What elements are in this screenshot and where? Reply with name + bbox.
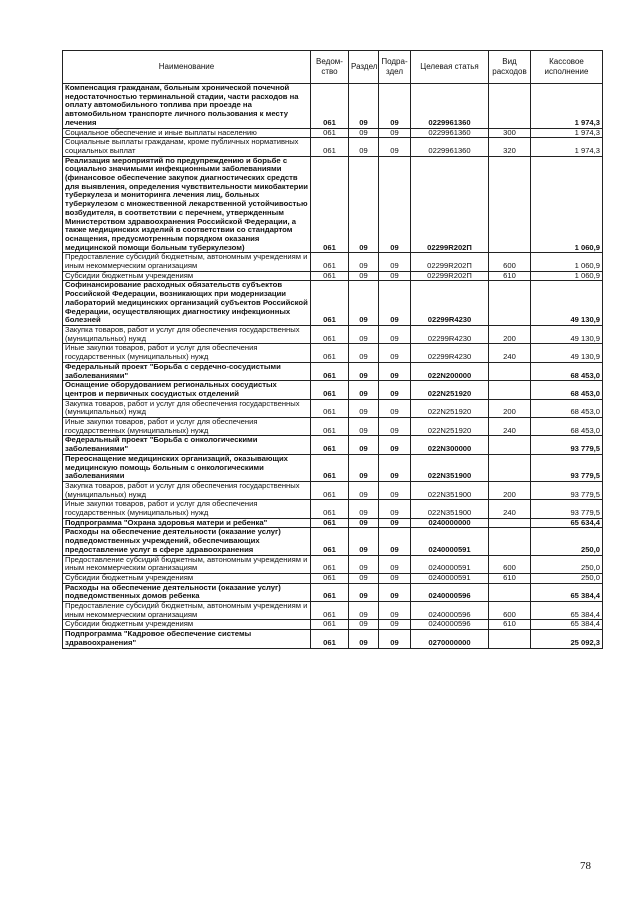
cell-ved: 061 — [311, 156, 349, 253]
cell-razdel: 09 — [349, 253, 379, 271]
cell-name: Субсидии бюджетным учреждениям — [63, 620, 311, 630]
cell-sum: 49 130,9 — [531, 325, 603, 343]
cell-celevaya: 022N251920 — [411, 399, 489, 417]
cell-sum: 65 634,4 — [531, 518, 603, 528]
cell-podrazdel: 09 — [379, 253, 411, 271]
cell-vid: 200 — [489, 325, 531, 343]
cell-razdel: 09 — [349, 528, 379, 555]
cell-name: Закупка товаров, работ и услуг для обеспечения государственных (муниципальных) нужд — [63, 481, 311, 499]
cell-sum: 1 060,9 — [531, 156, 603, 253]
header-celevaya: Целевая статья — [411, 51, 489, 84]
cell-name: Переоснащение медицинских организаций, оказывающих медицинскую помощь больным с онкологическими заболеваниями — [63, 454, 311, 481]
cell-name: Иные закупки товаров, работ и услуг для обеспечения государственных (муниципальных) нужд — [63, 418, 311, 436]
cell-name: Предоставление субсидий бюджетным, автономным учреждениям и иным некоммерческим организациям — [63, 253, 311, 271]
cell-vid — [489, 436, 531, 454]
cell-razdel: 09 — [349, 325, 379, 343]
cell-celevaya: 022N351900 — [411, 500, 489, 518]
cell-razdel: 09 — [349, 620, 379, 630]
cell-celevaya: 022N300000 — [411, 436, 489, 454]
cell-sum: 25 092,3 — [531, 630, 603, 648]
cell-podrazdel: 09 — [379, 325, 411, 343]
cell-name: Расходы на обеспечение деятельности (оказание услуг) подведомственных учреждений, обеспечивающих предоставление услуг в сфере здравоохранения — [63, 528, 311, 555]
cell-razdel: 09 — [349, 602, 379, 620]
cell-name: Социальное обеспечение и иные выплаты населению — [63, 128, 311, 138]
cell-vid: 600 — [489, 253, 531, 271]
header-vid: Вид расходов — [489, 51, 531, 84]
cell-name: Подпрограмма "Кадровое обеспечение системы здравоохранения" — [63, 630, 311, 648]
cell-podrazdel: 09 — [379, 84, 411, 129]
cell-sum: 65 384,4 — [531, 620, 603, 630]
cell-podrazdel: 09 — [379, 583, 411, 601]
cell-podrazdel: 09 — [379, 518, 411, 528]
cell-celevaya: 0240000591 — [411, 573, 489, 583]
cell-name: Закупка товаров, работ и услуг для обеспечения государственных (муниципальных) нужд — [63, 325, 311, 343]
cell-razdel: 09 — [349, 555, 379, 573]
cell-sum: 65 384,4 — [531, 583, 603, 601]
cell-sum: 49 130,9 — [531, 344, 603, 362]
table-row — [63, 573, 603, 583]
cell-podrazdel: 09 — [379, 528, 411, 555]
cell-name: Расходы на обеспечение деятельности (оказание услуг) подведомственных домов ребенка — [63, 583, 311, 601]
cell-podrazdel: 09 — [379, 281, 411, 326]
cell-vid: 610 — [489, 620, 531, 630]
cell-celevaya: 0240000596 — [411, 602, 489, 620]
table-row — [63, 381, 603, 399]
cell-celevaya: 0240000000 — [411, 518, 489, 528]
cell-name: Реализация мероприятий по предупреждению и борьбе с социально значимыми инфекционными заболеваниями (финансовое обеспечение закупок диагностических средств для выявления, определения чувствительности микобактерии туберкулеза и мониторинга лечения лиц, больных туберкулезом с множественной лекарственной устойчивостью возбудителя, в соответствии с перечнем, утвержденным Министерством здравоохранения Российской Федерации, а также медицинских изделий в соответствии со стандартом оснащения, предусмотренным порядком оказания медицинской помощи больным туберкулезом) — [63, 156, 311, 253]
cell-vid — [489, 528, 531, 555]
table-row — [63, 418, 603, 436]
cell-podrazdel: 09 — [379, 436, 411, 454]
cell-sum: 68 453,0 — [531, 418, 603, 436]
table-row — [63, 555, 603, 573]
cell-ved: 061 — [311, 271, 349, 281]
cell-vid — [489, 583, 531, 601]
cell-vid: 240 — [489, 344, 531, 362]
table-row — [63, 630, 603, 648]
cell-razdel: 09 — [349, 138, 379, 156]
page-number: 78 — [580, 860, 591, 872]
cell-name: Подпрограмма "Охрана здоровья матери и ребенка" — [63, 518, 311, 528]
cell-podrazdel: 09 — [379, 362, 411, 380]
cell-razdel: 09 — [349, 518, 379, 528]
table-row — [63, 84, 603, 129]
table-row — [63, 138, 603, 156]
cell-ved: 061 — [311, 362, 349, 380]
cell-sum: 49 130,9 — [531, 281, 603, 326]
cell-razdel: 09 — [349, 271, 379, 281]
table-row — [63, 253, 603, 271]
cell-razdel: 09 — [349, 418, 379, 436]
cell-podrazdel: 09 — [379, 573, 411, 583]
cell-podrazdel: 09 — [379, 500, 411, 518]
cell-celevaya: 0240000591 — [411, 528, 489, 555]
cell-sum: 93 779,5 — [531, 454, 603, 481]
cell-celevaya: 0229961360 — [411, 138, 489, 156]
cell-ved: 061 — [311, 399, 349, 417]
cell-ved: 061 — [311, 281, 349, 326]
cell-name: Предоставление субсидий бюджетным, автономным учреждениям и иным некоммерческим организациям — [63, 602, 311, 620]
table-body — [63, 84, 603, 649]
cell-sum: 250,0 — [531, 573, 603, 583]
cell-celevaya: 02299R4230 — [411, 325, 489, 343]
cell-name: Иные закупки товаров, работ и услуг для обеспечения государственных (муниципальных) нужд — [63, 344, 311, 362]
cell-podrazdel: 09 — [379, 344, 411, 362]
cell-sum: 1 974,3 — [531, 138, 603, 156]
cell-vid: 240 — [489, 500, 531, 518]
cell-sum: 93 779,5 — [531, 481, 603, 499]
cell-podrazdel: 09 — [379, 481, 411, 499]
cell-razdel: 09 — [349, 399, 379, 417]
cell-name: Закупка товаров, работ и услуг для обеспечения государственных (муниципальных) нужд — [63, 399, 311, 417]
cell-celevaya: 0229961360 — [411, 84, 489, 129]
cell-ved: 061 — [311, 344, 349, 362]
cell-name: Предоставление субсидий бюджетным, автономным учреждениям и иным некоммерческим организациям — [63, 555, 311, 573]
cell-celevaya: 022N200000 — [411, 362, 489, 380]
cell-ved: 061 — [311, 630, 349, 648]
cell-vid: 300 — [489, 128, 531, 138]
table-row — [63, 281, 603, 326]
cell-sum: 68 453,0 — [531, 362, 603, 380]
cell-ved: 061 — [311, 253, 349, 271]
cell-name: Субсидии бюджетным учреждениям — [63, 271, 311, 281]
cell-vid — [489, 454, 531, 481]
cell-ved: 061 — [311, 454, 349, 481]
cell-vid: 610 — [489, 271, 531, 281]
table-row — [63, 528, 603, 555]
cell-name: Субсидии бюджетным учреждениям — [63, 573, 311, 583]
cell-ved: 061 — [311, 138, 349, 156]
header-name: Наименование — [63, 51, 311, 84]
cell-vid: 320 — [489, 138, 531, 156]
cell-celevaya: 022N251920 — [411, 381, 489, 399]
cell-razdel: 09 — [349, 281, 379, 326]
table-row — [63, 399, 603, 417]
cell-razdel: 09 — [349, 362, 379, 380]
cell-razdel: 09 — [349, 630, 379, 648]
cell-name: Софинансирование расходных обязательств субъектов Российской Федерации, возникающих при модернизации лабораторий медицинских организаций субъектов Российской Федерации, осуществляющих диагностику инфекционных болезней — [63, 281, 311, 326]
cell-sum: 93 779,5 — [531, 436, 603, 454]
cell-razdel: 09 — [349, 500, 379, 518]
cell-sum: 68 453,0 — [531, 399, 603, 417]
table-row — [63, 325, 603, 343]
header-podrazdel: Подра-здел — [379, 51, 411, 84]
header-kassa: Кассовое исполнение — [531, 51, 603, 84]
cell-ved: 061 — [311, 528, 349, 555]
cell-vid — [489, 630, 531, 648]
cell-podrazdel: 09 — [379, 138, 411, 156]
cell-razdel: 09 — [349, 454, 379, 481]
cell-name: Оснащение оборудованием региональных сосудистых центров и первичных сосудистых отделений — [63, 381, 311, 399]
cell-name: Иные закупки товаров, работ и услуг для обеспечения государственных (муниципальных) нужд — [63, 500, 311, 518]
cell-sum: 1 060,9 — [531, 253, 603, 271]
cell-ved: 061 — [311, 583, 349, 601]
table-row — [63, 436, 603, 454]
cell-razdel: 09 — [349, 84, 379, 129]
cell-sum: 65 384,4 — [531, 602, 603, 620]
cell-vid — [489, 381, 531, 399]
cell-razdel: 09 — [349, 573, 379, 583]
cell-ved: 061 — [311, 555, 349, 573]
cell-sum: 93 779,5 — [531, 500, 603, 518]
cell-sum: 1 974,3 — [531, 128, 603, 138]
table-row — [63, 602, 603, 620]
cell-podrazdel: 09 — [379, 399, 411, 417]
cell-podrazdel: 09 — [379, 602, 411, 620]
table-row — [63, 500, 603, 518]
cell-podrazdel: 09 — [379, 630, 411, 648]
cell-name: Социальные выплаты гражданам, кроме публичных нормативных социальных выплат — [63, 138, 311, 156]
cell-ved: 061 — [311, 602, 349, 620]
table-row — [63, 156, 603, 253]
table-row — [63, 344, 603, 362]
cell-ved: 061 — [311, 500, 349, 518]
cell-celevaya: 02299R4230 — [411, 281, 489, 326]
cell-celevaya: 02299R4230 — [411, 344, 489, 362]
cell-vid: 200 — [489, 481, 531, 499]
cell-ved: 061 — [311, 381, 349, 399]
cell-vid — [489, 281, 531, 326]
cell-ved: 061 — [311, 128, 349, 138]
cell-celevaya: 0229961360 — [411, 128, 489, 138]
cell-podrazdel: 09 — [379, 418, 411, 436]
cell-celevaya: 022N251920 — [411, 418, 489, 436]
cell-razdel: 09 — [349, 436, 379, 454]
cell-celevaya: 022N351900 — [411, 454, 489, 481]
cell-celevaya: 0240000591 — [411, 555, 489, 573]
cell-vid — [489, 518, 531, 528]
cell-celevaya: 022N351900 — [411, 481, 489, 499]
cell-razdel: 09 — [349, 128, 379, 138]
cell-podrazdel: 09 — [379, 555, 411, 573]
cell-sum: 1 974,3 — [531, 84, 603, 129]
budget-table — [62, 50, 603, 649]
cell-razdel: 09 — [349, 381, 379, 399]
cell-vid: 600 — [489, 602, 531, 620]
cell-ved: 061 — [311, 481, 349, 499]
cell-name: Федеральный проект "Борьба с онкологическими заболеваниями" — [63, 436, 311, 454]
table-row — [63, 362, 603, 380]
cell-vid: 610 — [489, 573, 531, 583]
cell-razdel: 09 — [349, 583, 379, 601]
cell-celevaya: 02299R202П — [411, 253, 489, 271]
table-header-row — [63, 51, 603, 84]
cell-sum: 1 060,9 — [531, 271, 603, 281]
cell-ved: 061 — [311, 84, 349, 129]
cell-vid: 600 — [489, 555, 531, 573]
cell-podrazdel: 09 — [379, 156, 411, 253]
cell-ved: 061 — [311, 418, 349, 436]
header-ved: Ведом-ство — [311, 51, 349, 84]
cell-razdel: 09 — [349, 156, 379, 253]
cell-sum: 68 453,0 — [531, 381, 603, 399]
cell-ved: 061 — [311, 436, 349, 454]
cell-ved: 061 — [311, 620, 349, 630]
cell-celevaya: 02299R202П — [411, 271, 489, 281]
cell-podrazdel: 09 — [379, 271, 411, 281]
cell-vid — [489, 156, 531, 253]
cell-vid — [489, 84, 531, 129]
table-row — [63, 454, 603, 481]
cell-podrazdel: 09 — [379, 620, 411, 630]
cell-celevaya: 0270000000 — [411, 630, 489, 648]
table-row — [63, 481, 603, 499]
table-row — [63, 583, 603, 601]
cell-podrazdel: 09 — [379, 454, 411, 481]
budget-table-container — [62, 50, 602, 649]
cell-celevaya: 0240000596 — [411, 620, 489, 630]
cell-ved: 061 — [311, 325, 349, 343]
cell-razdel: 09 — [349, 344, 379, 362]
cell-vid: 240 — [489, 418, 531, 436]
cell-celevaya: 0240000596 — [411, 583, 489, 601]
cell-name: Федеральный проект "Борьба с сердечно-сосудистыми заболеваниями" — [63, 362, 311, 380]
cell-celevaya: 02299R202П — [411, 156, 489, 253]
cell-podrazdel: 09 — [379, 128, 411, 138]
cell-razdel: 09 — [349, 481, 379, 499]
cell-vid — [489, 362, 531, 380]
cell-podrazdel: 09 — [379, 381, 411, 399]
cell-sum: 250,0 — [531, 528, 603, 555]
header-razdel: Раздел — [349, 51, 379, 84]
cell-sum: 250,0 — [531, 555, 603, 573]
cell-vid: 200 — [489, 399, 531, 417]
cell-ved: 061 — [311, 518, 349, 528]
cell-ved: 061 — [311, 573, 349, 583]
cell-name: Компенсация гражданам, больным хронической почечной недостаточностью терминальной стадии, части расходов на оплату автомобильного топлива при проезде на автомобильном транспорте личного пользования к месту лечения — [63, 84, 311, 129]
